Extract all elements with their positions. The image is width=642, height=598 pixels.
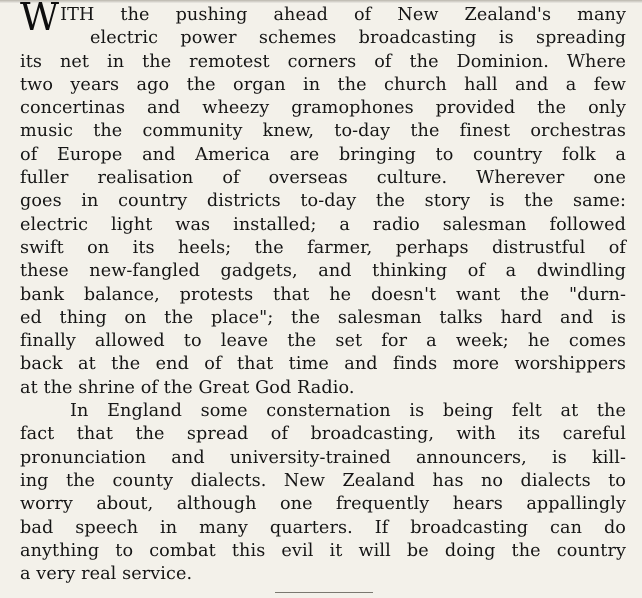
text-line: anything to combat this evil it will be doing the country [20, 540, 626, 561]
text-line: of Europe and America are bringing to country folk a [20, 144, 626, 165]
text-line: its net in the remotest corners of the Dominion. Where [20, 51, 626, 72]
text-line: fact that the spread of broadcasting, with its careful [20, 424, 626, 445]
text-line: finally allowed to leave the set for a week; he comes [20, 331, 626, 352]
paragraph-2 [20, 400, 626, 586]
text-line: goes in country districts to-day the story is the same: [20, 191, 626, 212]
top-border-rule [0, 0, 642, 3]
text-line: back at the end of that time and finds more worshippers [20, 354, 626, 375]
text-line: at the shrine of the Great God Radio. [20, 377, 355, 398]
text-line: bank balance, protests that he doesn't want the "durn- [20, 284, 626, 305]
text-line: electric power schemes broadcasting is spreading [90, 28, 626, 49]
text-line: music the community knew, to-day the finest orchestras [20, 121, 626, 142]
text-line: bad speech in many quarters. If broadcasting can do [20, 517, 626, 538]
article-body [20, 0, 626, 586]
end-rule [275, 592, 373, 593]
text-line: concertinas and wheezy gramophones provided the only [20, 98, 626, 119]
text-line: ed thing on the place"; the salesman talks hard and is [20, 307, 626, 328]
text-line: worry about, although one frequently hears appallingly [20, 494, 626, 515]
text-line: fuller realisation of overseas culture. Wherever one [20, 168, 626, 189]
text-line: pronunciation and university-trained announcers, is kill- [20, 447, 626, 468]
text-line: electric light was installed; a radio salesman followed [20, 214, 626, 235]
text-line: In England some consternation is being felt at the [70, 401, 626, 422]
drop-cap: W [20, 0, 60, 39]
text-line: ing the county dialects. New Zealand has no dialects to [20, 470, 626, 491]
text-line: swift on its heels; the farmer, perhaps distrustful of [20, 237, 626, 258]
text-line: these new-fangled gadgets, and thinking of a dwindling [20, 261, 626, 282]
paragraph-1 [20, 0, 626, 400]
text-line: a very real service. [20, 564, 193, 585]
text-line: two years ago the organ in the church hall and a few [20, 74, 626, 95]
text-line-content: ITH the pushing ahead of New Zealand's many [60, 5, 626, 25]
